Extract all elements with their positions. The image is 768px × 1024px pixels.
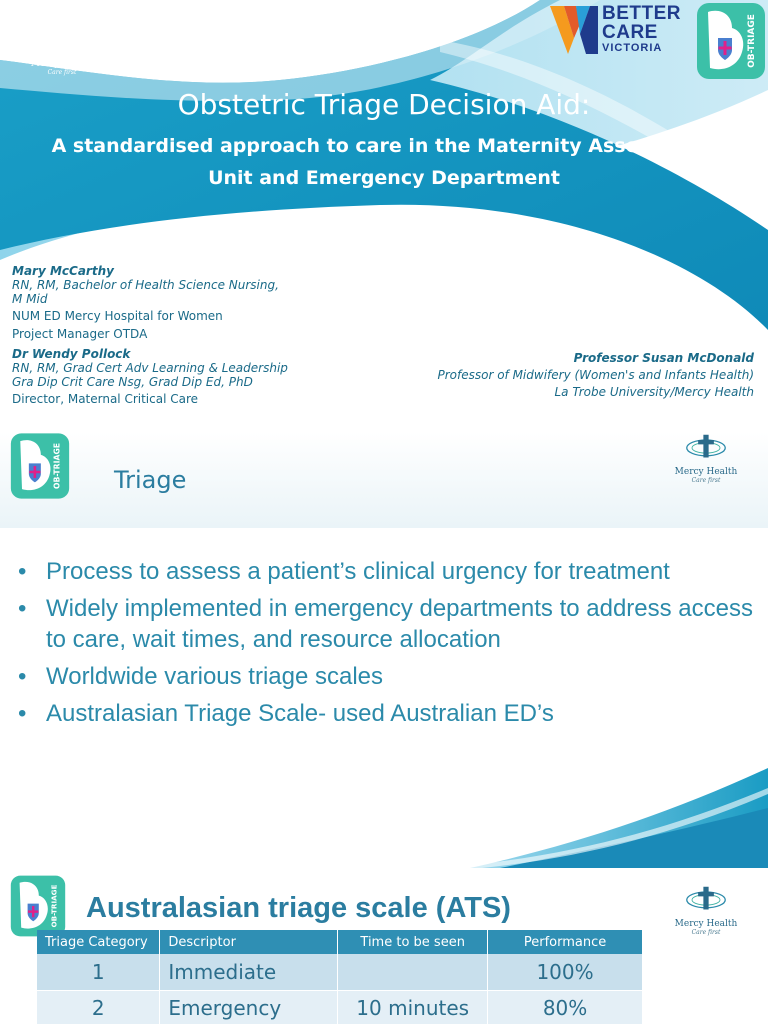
mercy-health-name: Mercy Health <box>674 919 738 929</box>
slide2-title: Triage <box>114 466 187 494</box>
table-cell: 80% <box>488 990 643 1024</box>
slide3-title: Australasian triage scale (ATS) <box>86 892 511 924</box>
author-name: Professor Susan McDonald <box>573 351 754 365</box>
table-header-row <box>37 930 643 954</box>
better-care-victoria-logo <box>550 4 680 56</box>
column-header: Triage Category <box>37 930 160 954</box>
bullet-item: • Worldwide various triage scales <box>18 661 758 692</box>
author-role: Director, Maternal Critical Care <box>12 392 199 406</box>
bcv-care: CARE <box>602 22 658 43</box>
ob-badge-text: OB-TRIAGE <box>49 884 59 928</box>
mercy-health-logo <box>672 884 740 936</box>
title-slide <box>0 0 768 424</box>
triage-slide <box>0 432 768 868</box>
slide1-title: Obstetric Triage Decision Aid: <box>177 88 591 121</box>
column-header: Descriptor <box>160 930 338 954</box>
mercy-cross-icon <box>685 432 727 462</box>
triage-bullet-list <box>18 556 758 735</box>
mercy-health-name: Mercy Health <box>674 467 738 477</box>
bcv-victoria: VICTORIA <box>602 42 663 54</box>
mercy-health-tagline: Care first <box>691 477 721 484</box>
mercy-health-logo <box>28 22 96 76</box>
table-cell: 100% <box>488 954 643 990</box>
author-name: Dr Wendy Pollock <box>12 347 131 361</box>
author-role: Project Manager OTDA <box>12 327 148 341</box>
table-cell: Immediate <box>160 954 338 990</box>
mercy-cross-icon <box>38 22 86 54</box>
mercy-health-tagline: Care first <box>47 69 77 76</box>
ats-slide <box>0 868 768 1024</box>
author-credentials: RN, RM, Grad Cert Adv Learning & Leadership <box>12 361 288 375</box>
bullet-item: • Process to assess a patient’s clinical urgency for treatment <box>18 556 758 587</box>
ob-badge-text: OB-TRIAGE <box>52 442 62 490</box>
table-cell: 1 <box>37 954 160 990</box>
better-care-v-icon <box>550 4 598 54</box>
ob-triage-badge-icon <box>10 874 66 938</box>
author-role: NUM ED Mercy Hospital for Women <box>12 309 223 323</box>
table-row <box>37 990 643 1024</box>
author-wendy-pollock <box>12 347 288 406</box>
author-credentials: Gra Dip Crit Care Nsg, Grad Dip Ed, PhD <box>12 375 253 389</box>
author-credentials: RN, RM, Bachelor of Health Science Nursing, <box>12 278 279 292</box>
mercy-health-logo <box>672 432 740 484</box>
author-name: Mary McCarthy <box>12 264 114 278</box>
footer-wave-decoration <box>0 748 768 868</box>
ob-triage-badge-icon <box>10 432 70 500</box>
table-cell <box>338 954 488 990</box>
bullet-item: • Australasian Triage Scale- used Australian ED’s <box>18 698 758 729</box>
ob-triage-badge-icon <box>696 2 766 80</box>
table-cell: 2 <box>37 990 160 1024</box>
table-cell: 10 minutes <box>338 990 488 1024</box>
column-header: Time to be seen <box>338 930 488 954</box>
author-affiliation: Professor of Midwifery (Women's and Infants Health) <box>437 368 754 382</box>
bullet-item: • Widely implemented in emergency departments to address access to care, wait times, and resource allocation <box>18 593 758 655</box>
mercy-cross-icon <box>685 884 727 914</box>
column-header: Performance <box>488 930 643 954</box>
author-affiliation: La Trobe University/Mercy Health <box>554 385 754 399</box>
ob-badge-text: OB-TRIAGE <box>747 14 757 68</box>
table-cell: Emergency <box>160 990 338 1024</box>
bcv-better: BETTER <box>602 3 681 24</box>
author-susan-mcdonald <box>394 350 754 401</box>
author-mary-mccarthy <box>12 264 279 341</box>
slide1-subtitle-line1: A standardised approach to care in the Maternity Assessment <box>51 135 717 157</box>
table-row <box>37 954 643 990</box>
author-credentials: M Mid <box>12 292 48 306</box>
slide1-subtitle <box>40 130 728 194</box>
ats-table <box>37 930 643 1024</box>
mercy-health-tagline: Care first <box>691 929 721 936</box>
slide1-subtitle-line2: Unit and Emergency Department <box>208 167 560 189</box>
mercy-health-name: Mercy Health <box>30 59 94 69</box>
